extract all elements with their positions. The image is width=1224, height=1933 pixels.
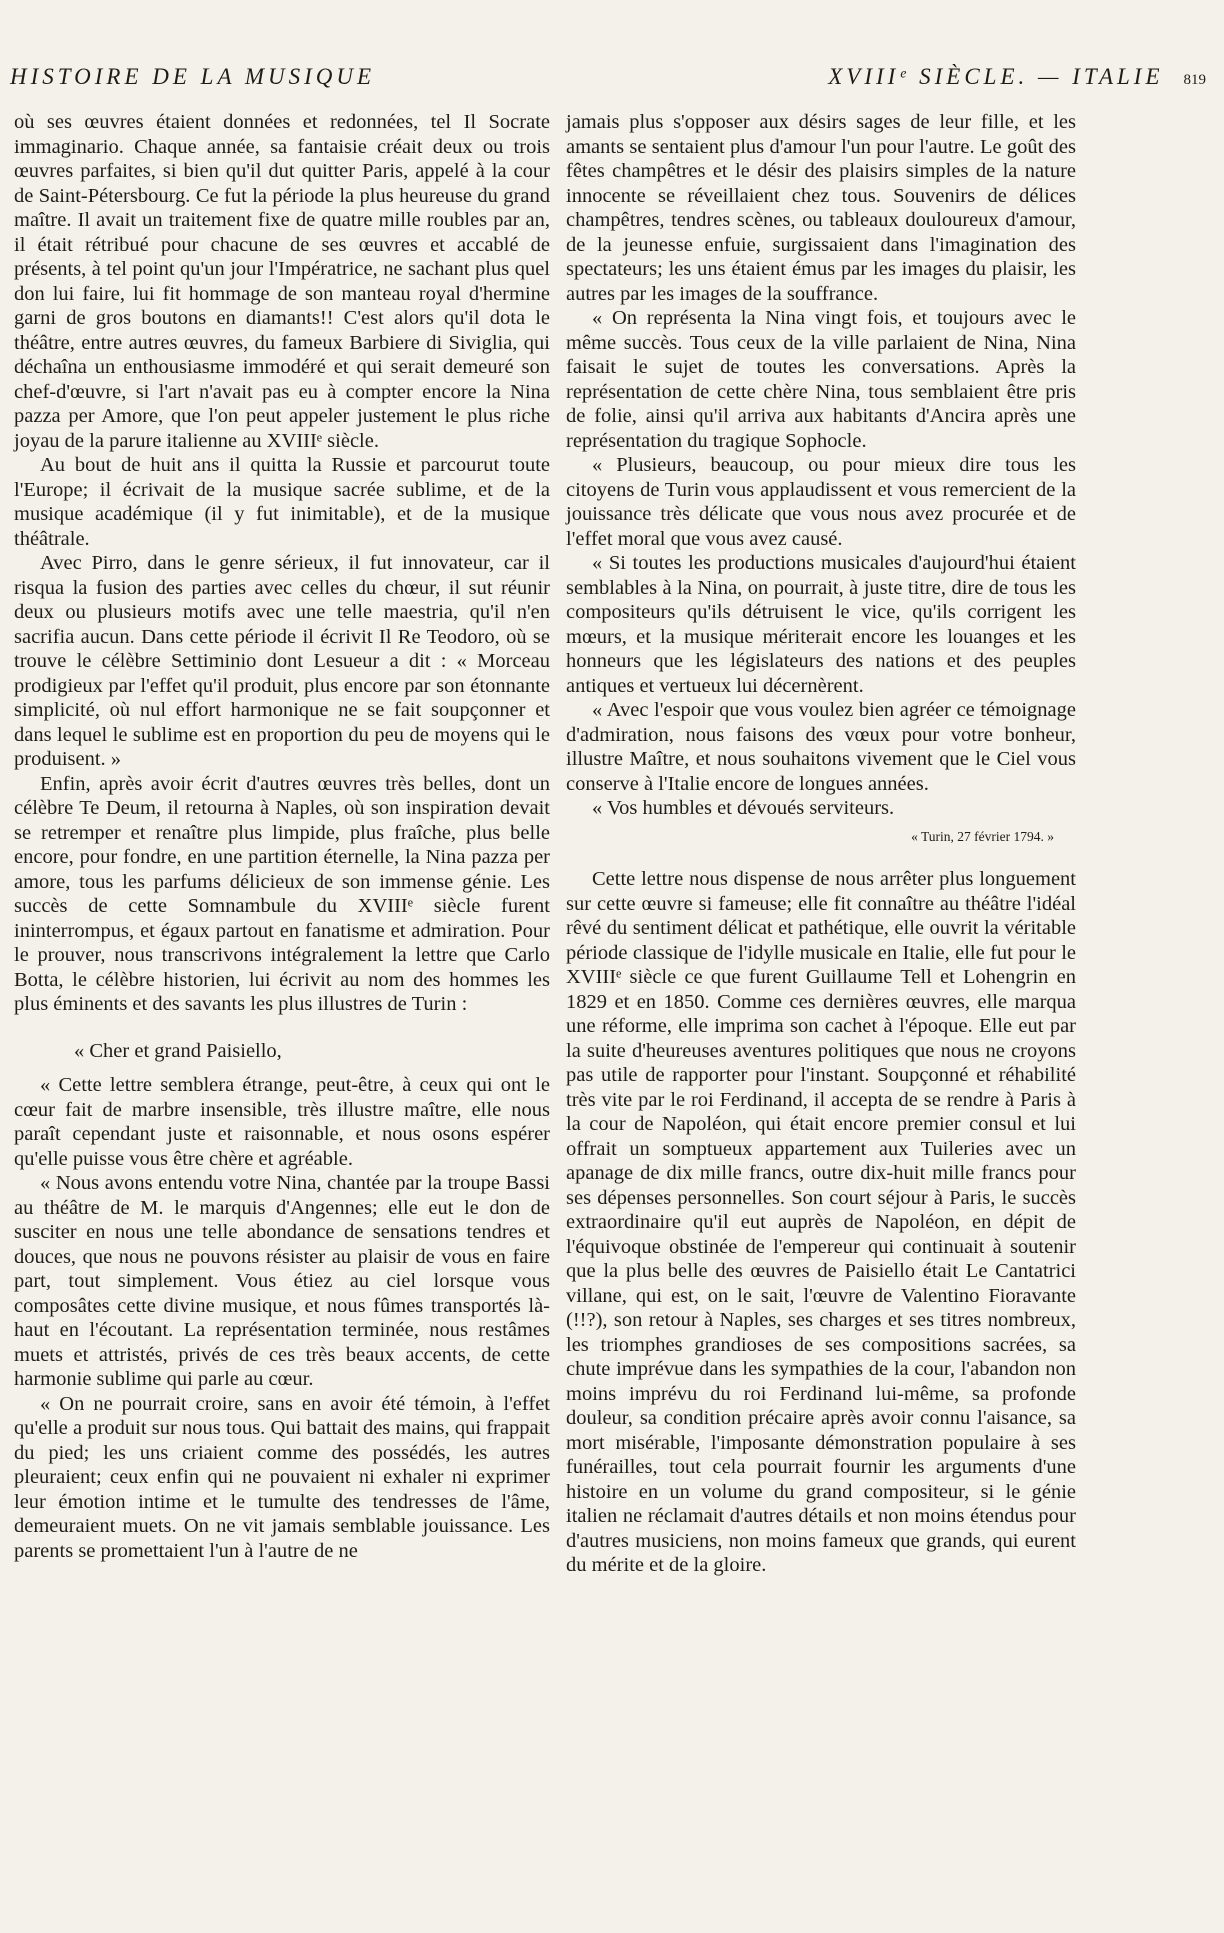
page-number: 819 [1183,72,1206,88]
paragraph: Cette lettre nous dispense de nous arrêter plus longuement sur cette œuvre si fameuse; elle fit connaître au théâtre l'idéal rêvé du sentiment délicat et pathétique, elle ouvrit la véritable période classique de l'idylle musicale en Italie, elle fut pour le XVIIIᵉ siècle ce que furent Guillaume Tell et Lohengrin en 1829 et en 1850. Comme ces dernières œuvres, elle marqua une réforme, elle imprima son cachet à l'époque. Elle eut par la suite d'heureuses aventures politiques que nous ne croyons pas utile de rapporter pour l'instant. Soupçonné et réhabilité très vite par le roi Ferdinand, il accepta de se rendre à Paris à la cour de Napoléon, qui était encore premier consul et lui offrait un somptueux appartement aux Tuileries avec un apanage de dix mille francs, outre dix-huit mille francs pour ses dépenses personnelles. Son court séjour à Paris, le succès extraordinaire qu'il eut auprès de Napoléon, en dépit de l'équivoque obstinée de l'empereur qui continuait à soutenir que la plus belle des œuvres de Paisiello était Le Cantatrici villane, qui est, on le sait, l'œuvre de Valentino Fioravante (!!?), son retour à Naples, ses charges et ses titres nombreux, les triomphes grandioses de ses compositions sacrées, sa chute imprévue dans les sympathies de la cour, l'abandon non moins imprévu du roi Ferdinand lui-même, sa profonde douleur, sa condition précaire après avoir connu l'aisance, sa mort misérable, l'imposante démonstration populaire à ses funérailles, tout cela pourrait fournir les arguments d'une histoire en un volume du grand compositeur, si le génie italien ne réclamait d'autres détails et non moins étendus pour d'autres musiciens, non moins fameux que grands, qui eurent du mérite et de la gloire. [566,868,1076,1576]
right-column [566,110,1076,1578]
letter-paragraph: jamais plus s'opposer aux désirs sages de leur fille, et les amants se sentaient plus d'amour l'un pour l'autre. Le goût des fêtes champêtres et le désir des plaisirs simples de la nature innocente se réveillaient chez tous. Souvenirs de délices champêtres, tendres scènes, ou tableaux douloureux d'amour, de la jeunesse enfuie, surgissaient dans l'imagination des spectateurs; les uns étaient émus par les images du plaisir, les autres par les images de la souffrance. [566,111,1076,305]
letter-paragraph: « On représenta la Nina vingt fois, et toujours avec le même succès. Tous ceux de la ville parlaient de Nina, Nina faisait le sujet de toutes les conversations. Après la représentation de cette chère Nina, tous semblaient être pris de folie, ainsi qu'il arriva aux habitants d'Ancira après une représentation du tragique Sophocle. [566,307,1076,452]
paragraph: Enfin, après avoir écrit d'autres œuvres très belles, dont un célèbre Te Deum, il retourna à Naples, où son inspiration devait se retremper et renaître plus limpide, plus fraîche, plus belle encore, pour fondre, en une partition éternelle, la Nina pazza per amore, tous les parfums délicieux de son immense génie. Les succès de cette Somnambule du XVIIIᵉ siècle furent ininterrompus, et égaux partout en fanatisme et admiration. Pour le prouver, nous transcrivons intégralement la lettre que Carlo Botta, le célèbre historien, lui écrivit au nom des hommes les plus éminents et des savants les plus illustres de Turin : [14,772,550,1015]
header-right-title: XVIIIᵉ SIÈCLE. — ITALIE [828,64,1164,89]
paragraph: Avec Pirro, dans le genre sérieux, il fut innovateur, car il risqua la fusion des parties avec celles du chœur, il sut réunir deux ou plusieurs motifs avec une telle maestria, qu'il n'en sacrifia aucun. Dans cette période il écrivit Il Re Teodoro, où se trouve le célèbre Settiminio dont Lesueur a dit : « Morceau prodigieux par l'effet qu'il produit, plus encore par son étonnante simplicité, où nul effort harmonique ne se fait soupçonner et dans lequel le sublime est en proportion du peu de moyens qui le produisent. » [14,552,550,770]
running-header [10,64,1206,94]
letter-closing: « Vos humbles et dévoués serviteurs. [592,797,895,819]
letter-date-signature: « Turin, 27 février 1794. » [911,828,1054,844]
letter-paragraph: « On ne pourrait croire, sans en avoir été témoin, à l'effet qu'elle a produit sur nous tous. Qui battait des mains, qui frappait du pied; les uns criaient comme des possédés, les autres pleuraient; ceux enfin qui ne pouvaient ni exhaler ni exprimer leur émotion intime et le tumulte des tendresses de l'âme, demeuraient muets. On ne vit jamais semblable jouissance. Les parents se promettaient l'un à l'autre de ne [14,1392,550,1562]
letter-paragraph: « Cette lettre semblera étrange, peut-être, à ceux qui ont le cœur fait de marbre insensible, très illustre maître, elle nous paraît cependant juste et raisonnable, et nous osons espérer qu'elle puisse vous être chère et agréable. [14,1074,550,1170]
letter-paragraph: « Plusieurs, beaucoup, ou pour mieux dire tous les citoyens de Turin vous applaudissent et vous remercient de la jouissance très délicate que vous nous avez procurée et de l'effet moral que vous avez causé. [566,454,1076,550]
letter-paragraph: « Nous avons entendu votre Nina, chantée par la troupe Bassi au théâtre de M. le marquis d'Angennes; elle eut le don de susciter en nous une telle abondance de sensations tendres et douces, que nous ne pouvons résister au plaisir de vous en faire part, tout simplement. Vous étiez au ciel lorsque vous composâtes cette divine musique, et nous fûmes transportés là-haut en l'écoutant. La représentation terminée, nous restâmes muets et attristés, privés de ces très beaux accents, de cette harmonie sublime qui parle au cœur. [14,1172,550,1390]
header-left-title: HISTOIRE DE LA MUSIQUE [10,64,376,89]
left-column [14,110,550,1563]
header-right [828,64,1206,90]
paragraph: Au bout de huit ans il quitta la Russie et parcourut toute l'Europe; il écrivait de la musique sacrée sublime, et de la musique académique (il y fut inimitable), et de la musique théâtrale. [14,454,550,550]
letter-paragraph: « Si toutes les productions musicales d'aujourd'hui étaient semblables à la Nina, on pourrait, à juste titre, dire de tous les compositeurs qu'ils détruisent le vice, qu'ils corrigent les mœurs, et la musique mériterait encore les louanges et les honneurs que les législateurs des nations et des peuples antiques et vertueux lui décernèrent. [566,552,1076,697]
letter-paragraph: « Avec l'espoir que vous voulez bien agréer ce témoignage d'admiration, nous faisons des vœux pour votre bonheur, illustre Maître, et nous souhaitons vivement que le Ciel vous conserve à l'Italie encore de longues années. [566,699,1076,795]
paragraph: où ses œuvres étaient données et redonnées, tel Il Socrate immaginario. Chaque année, sa fantaisie créait deux ou trois œuvres parfaites, si bien qu'il dut quitter Paris, appelé à la cour de Saint-Pétersbourg. Ce fut la période la plus heureuse du grand maître. Il avait un traitement fixe de quatre mille roubles par an, il était rétribué pour chacune de ses œuvres et accablé de présents, à tel point qu'un jour l'Impératrice, ne sachant plus quel don lui faire, lui fit hommage de son manteau royal d'hermine garni de gros boutons en diamants!! C'est alors qu'il dota le théâtre, entre autres œuvres, du fameux Barbiere di Siviglia, qui déchaîna un enthousiasme immodéré et qui serait demeuré son chef-d'œuvre, si l'art n'avait pas eu à compter encore la Nina pazza per Amore, que l'on peut appeler justement le plus riche joyau de la parure italienne au XVIIIᵉ siècle. [14,111,550,452]
letter-salutation: « Cher et grand Paisiello, [74,1039,282,1062]
